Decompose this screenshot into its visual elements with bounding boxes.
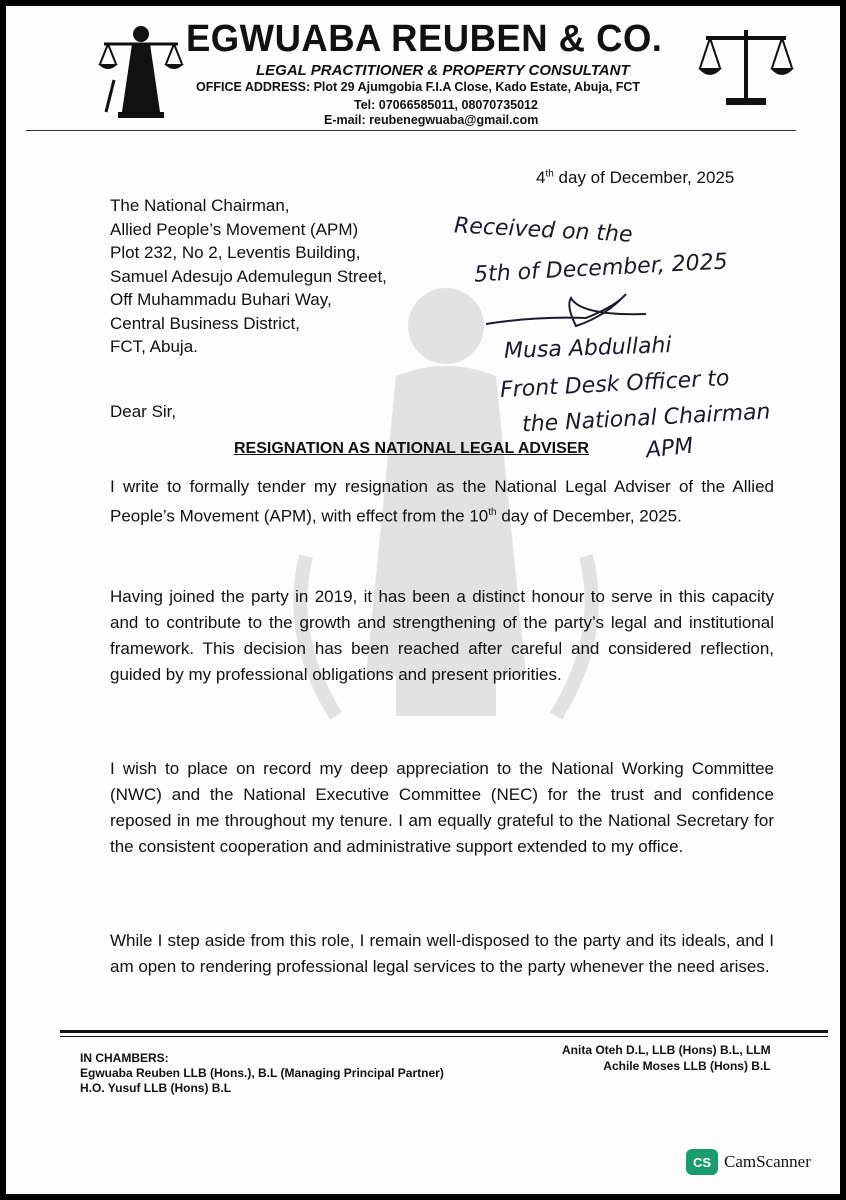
handwritten-signature-icon [476,286,656,336]
handwritten-title-2: the National Chairman [521,399,772,438]
recipient-line: FCT, Abuja. [110,337,198,356]
recipient-line: Samuel Adesujo Ademulegun Street, [110,266,387,286]
body-paragraph: Having joined the party in 2019, it has been a distinct honour to serve in this capacity and to contribute to the growth and strengthening of the party’s legal and institutional framework. This decision has been reached after careful and considered reflection, guided by my professional obligations and present priorities. [110,587,774,684]
partner-name: Egwuaba Reuben LLB (Hons.), B.L (Managing Principal Partner) [80,1066,444,1080]
firm-name: EGWUABA REUBEN & CO. [186,18,663,60]
firm-subtitle: LEGAL PRACTITIONER & PROPERTY CONSULTANT [256,62,630,79]
telephone: Tel: 07066585011, 08070735012 [354,98,538,112]
letter-subject: RESIGNATION AS NATIONAL LEGAL ADVISER [234,440,589,457]
body-paragraph: While I step aside from this role, I remain well-disposed to the party and its ideals, and I am open to rendering professional legal services to the party whenever the need arises. [110,931,774,976]
associate-name: Anita Oteh D.L, LLB (Hons) B.L, LLM [562,1043,771,1057]
email: E-mail: reubenegwuaba@gmail.com [324,113,539,127]
salutation: Dear Sir, [110,402,177,421]
handwritten-received: Received on the [453,213,634,248]
body-paragraph: I wish to place on record my deep appreciation to the National Working Committee (NWC) and the National Executive Committee (NEC) for the trust and confidence reposed in me throughout my tenure. I am equally grateful to the National Secretary for the consistent cooperation and administrative support extended to my office. [110,759,774,856]
header-divider [26,130,796,131]
recipient-line: Central Business District, [110,313,300,333]
office-address: OFFICE ADDRESS: Plot 29 Ajumgobia F.I.A Close, Kado Estate, Abuja, FCT [196,80,641,94]
associate-name: H.O. Yusuf LLB (Hons) B.L [80,1081,232,1095]
camscanner-icon: CS [686,1149,718,1175]
handwritten-name: Musa Abdullahi [503,333,672,364]
letter-date: 4th day of December, 2025 [536,168,735,187]
letter-page [6,6,840,1194]
recipient-line: Allied People’s Movement (APM) [110,219,359,239]
recipient-line: The National Chairman, [110,196,290,215]
footer-divider-thin [60,1036,828,1037]
lady-justice-icon [94,20,189,120]
chambers-right [562,1042,771,1074]
camscanner-badge [686,1149,811,1175]
camscanner-label: CamScanner [724,1152,811,1171]
recipient-line: Off Muhammadu Buhari Way, [110,290,332,309]
recipient-address [110,194,387,359]
chambers-left [80,1051,444,1096]
footer-divider [60,1030,828,1033]
body-paragraph: I write to formally tender my resignation as the National Legal Adviser of the Allied People’s Movement (APM), with effect from the 10th day of December, 2025. [110,477,774,526]
handwritten-date: 5th of December, 2025 [473,249,729,288]
handwritten-party: APM [644,433,695,464]
scales-of-justice-icon [696,24,796,109]
chambers-heading: IN CHAMBERS: [80,1051,169,1065]
handwritten-title: Front Desk Officer to [499,366,730,403]
associate-name: Achile Moses LLB (Hons) B.L [603,1059,771,1073]
recipient-line: Plot 232, No 2, Leventis Building, [110,243,361,262]
